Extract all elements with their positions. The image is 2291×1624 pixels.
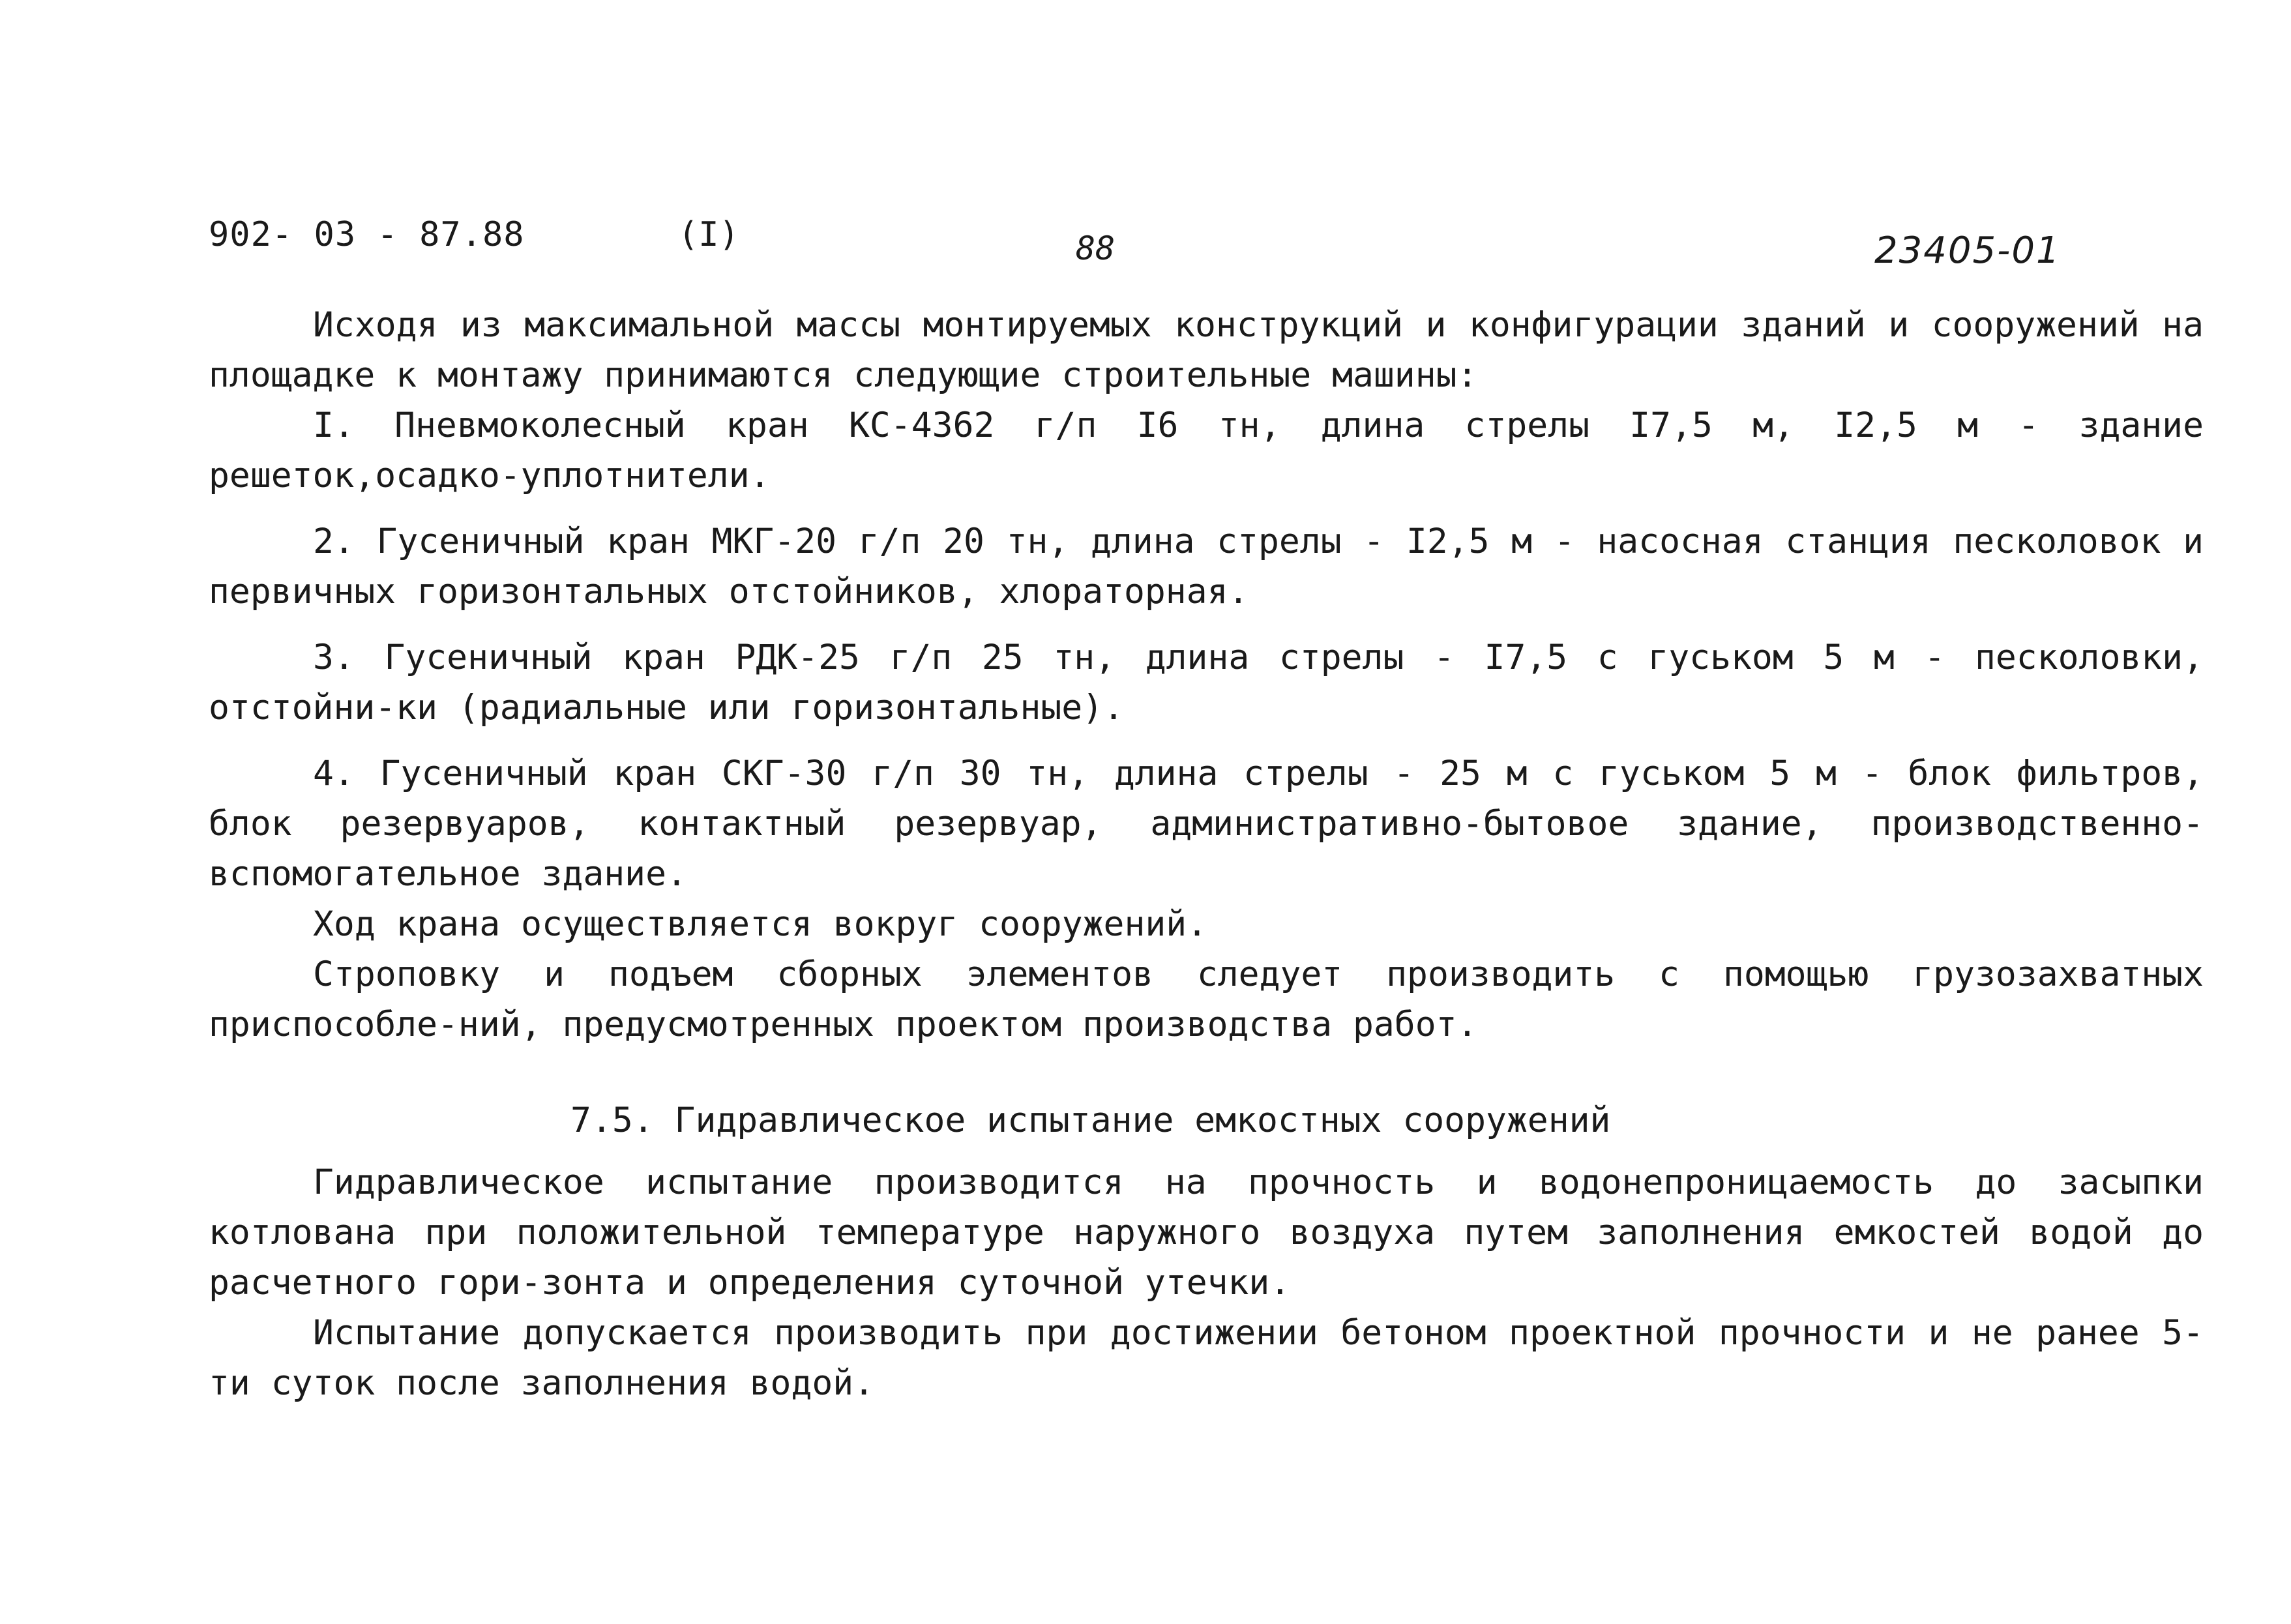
paragraph-item-3: 3. Гусеничный кран РДК-25 г/п 25 тн, длина стрелы - I7,5 с гуськом 5 м - песколовки, отстойни-ки (радиальные или горизонтальные). bbox=[209, 638, 2204, 728]
paragraph-intro: Исходя из максимальной массы монтируемых конструкций и конфигурации зданий и сооружений на площадке к монтажу принимаются следующие строительные машины: bbox=[209, 305, 2204, 395]
paragraph-slinging: Строповку и подъем сборных элементов следует производить с помощью грузозахватных приспособле-ний, предусмотренных проектом производства работ. bbox=[209, 954, 2204, 1044]
paragraph-item-2: 2. Гусеничный кран МКГ-20 г/п 20 тн, длина стрелы - I2,5 м - насосная станция песколовок и первичных горизонтальных отстойников, хлораторная. bbox=[209, 522, 2204, 612]
page-number: 88 bbox=[1076, 229, 1116, 267]
section-text bbox=[209, 1157, 2204, 1408]
paragraph-item-4: 4. Гусеничный кран СКГ-30 г/п 30 тн, длина стрелы - 25 м с гуськом 5 м - блок фильтров, блок резервуаров, контактный резервуар, административно-бытовое здание, производственно-вспомогательное здание. bbox=[209, 754, 2204, 894]
part-number: (I) bbox=[678, 215, 739, 254]
paragraph-test-conditions: Испытание допускается производить при достижении бетоном проектной прочности и не ранее 5-ти суток после заполнения водой. bbox=[209, 1313, 2204, 1403]
main-text bbox=[209, 300, 2204, 1050]
paragraph-item-1: I. Пневмоколесный кран КС-4362 г/п I6 тн, длина стрелы I7,5 м, I2,5 м - здание решеток,осадко-уплотнители. bbox=[209, 406, 2204, 495]
section-title: 7.5. Гидравлическое испытание емкостных сооружений bbox=[570, 1100, 1611, 1140]
document-code: 902- 03 - 87.88 bbox=[209, 215, 525, 254]
paragraph-hydraulic-test: Гидравлическое испытание производится на прочность и водонепроницаемость до засыпки котлована при положительной температуре наружного воздуха путем заполнения емкостей водой до расчетного гори-зонта и определения суточной утечки. bbox=[209, 1162, 2204, 1303]
page-header bbox=[209, 215, 2099, 280]
archive-number: 23405-01 bbox=[1874, 229, 2061, 272]
paragraph-crane-movement: Ход крана осуществляется вокруг сооружений. bbox=[313, 904, 1208, 944]
